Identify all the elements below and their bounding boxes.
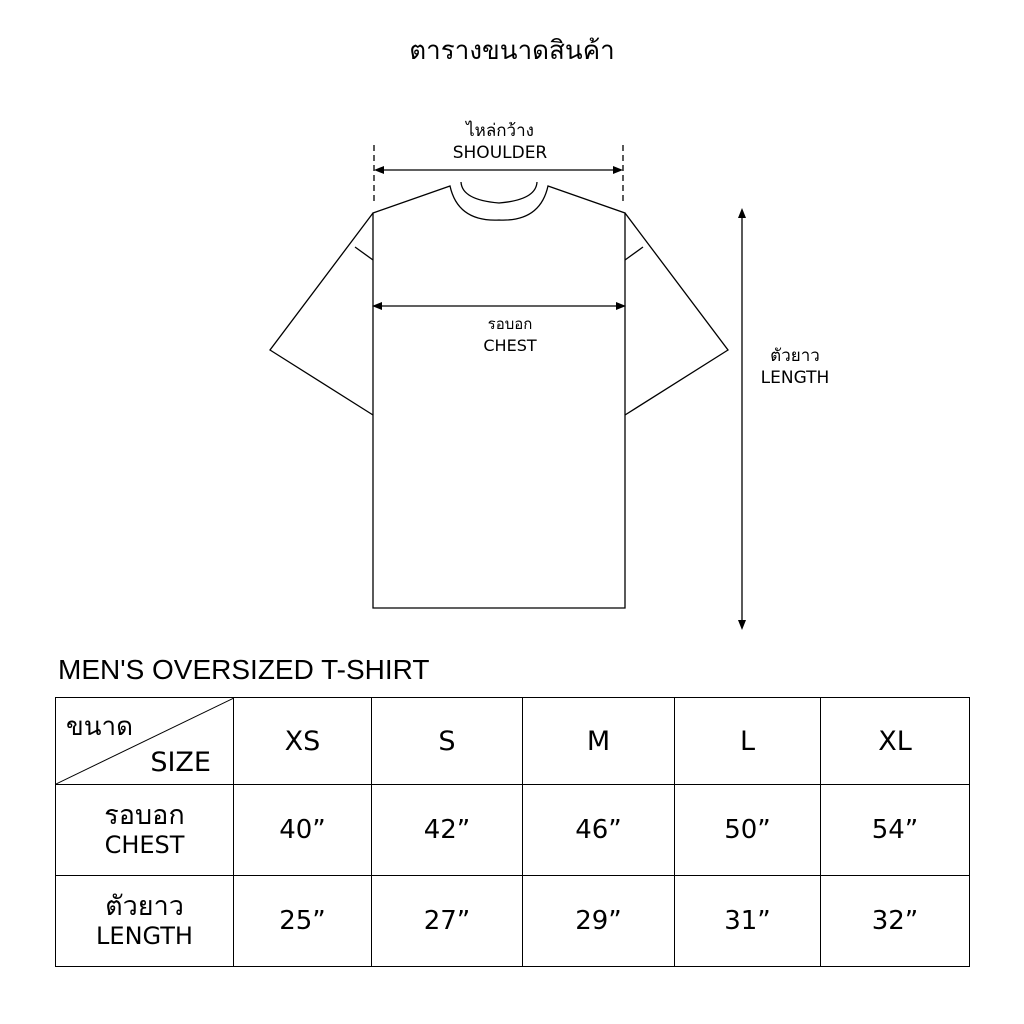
table-cell: 46” — [523, 785, 675, 876]
size-header-l: L — [675, 698, 821, 785]
length-label-en: LENGTH — [760, 368, 830, 388]
page-title: ตารางขนาดสินค้า — [409, 36, 615, 66]
table-cell: 27” — [372, 876, 523, 967]
length-label-th: ตัวยาว — [770, 346, 820, 366]
tshirt-right-sleeve — [625, 213, 728, 415]
row-label-length-en: LENGTH — [96, 922, 193, 950]
shoulder-label-th: ไหล่กว้าง — [466, 121, 534, 141]
table-row-length — [56, 876, 970, 967]
table-row-chest — [56, 785, 970, 876]
table-cell: 32” — [821, 876, 970, 967]
size-header-xl: XL — [821, 698, 970, 785]
tshirt-outline — [373, 186, 625, 608]
table-cell: 42” — [372, 785, 523, 876]
table-cell: 29” — [523, 876, 675, 967]
size-header-xs: XS — [234, 698, 372, 785]
table-title: MEN'S OVERSIZED T-SHIRT — [58, 654, 430, 685]
tshirt-left-sleeve — [270, 213, 373, 415]
table-cell: 25” — [234, 876, 372, 967]
row-label-chest-en: CHEST — [104, 831, 185, 859]
size-header-m: M — [523, 698, 675, 785]
table-cell: 31” — [675, 876, 821, 967]
row-label-chest-th: รอบอก — [104, 800, 185, 831]
chest-label — [430, 313, 590, 357]
table-header-row — [56, 698, 970, 785]
size-header-s: S — [372, 698, 523, 785]
shoulder-label — [400, 120, 600, 164]
table-cell: 40” — [234, 785, 372, 876]
table-cell: 50” — [675, 785, 821, 876]
tshirt-collar — [461, 182, 537, 203]
corner-label-en: SIZE — [150, 747, 211, 778]
chest-label-th: รอบอก — [487, 315, 533, 333]
row-label-length-th: ตัวยาว — [105, 891, 184, 922]
size-table — [55, 697, 970, 967]
shoulder-label-en: SHOULDER — [452, 143, 548, 163]
length-label — [745, 345, 845, 389]
chest-label-en: CHEST — [483, 336, 537, 355]
table-cell: 54” — [821, 785, 970, 876]
row-label-chest — [56, 785, 234, 876]
row-label-length — [56, 876, 234, 967]
corner-label-th: ขนาด — [66, 712, 134, 742]
corner-cell — [56, 698, 234, 785]
